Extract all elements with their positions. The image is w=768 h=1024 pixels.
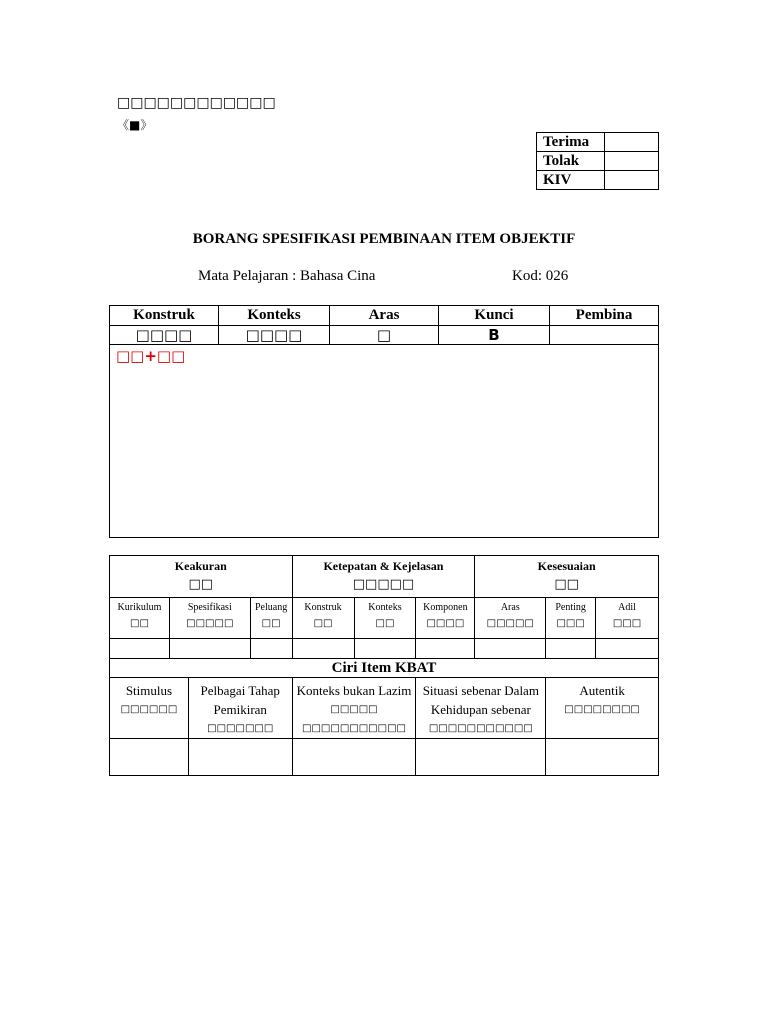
kbat-title-row xyxy=(110,659,659,678)
kbat-score-row xyxy=(110,739,659,776)
score-aras[interactable] xyxy=(475,639,546,659)
kbat-score-pelbagai-tahap[interactable] xyxy=(188,739,292,776)
kbat-autentik-cn: □□□□□□□□ xyxy=(564,704,640,715)
score-adil[interactable] xyxy=(596,639,659,659)
status-checkbox-tolak[interactable] xyxy=(605,152,659,171)
criterion-peluang-label: Peluang xyxy=(255,602,288,613)
group-keakuran-label: Keakuran xyxy=(174,559,227,573)
eval-group-row xyxy=(110,556,659,598)
item-value-row xyxy=(110,326,659,345)
document-header: □□□□□□□□□□□□ xyxy=(117,95,276,111)
header-konstruk: Konstruk xyxy=(110,306,219,326)
eval-criteria-row xyxy=(110,598,659,639)
kbat-konteks-bukan-lazim-cn-1: □□□□□ xyxy=(330,704,378,715)
eval-score-row xyxy=(110,639,659,659)
item-content-row xyxy=(110,345,659,538)
score-kurikulum[interactable] xyxy=(110,639,170,659)
criterion-adil-cn: □□□ xyxy=(612,618,642,629)
score-komponen[interactable] xyxy=(416,639,475,659)
evaluation-table xyxy=(109,555,659,776)
criterion-adil xyxy=(596,598,659,639)
subject-code: Kod: 026 xyxy=(512,268,569,284)
kbat-situasi-sebenar-label: Situasi sebenar Dalam Kehidupan sebenar xyxy=(422,683,539,717)
criterion-konteks-cn: □□ xyxy=(375,618,395,629)
status-row-terima xyxy=(537,133,659,152)
form-title: BORANG SPESIFIKASI PEMBINAAN ITEM OBJEKTIF xyxy=(192,231,576,247)
criterion-komponen xyxy=(416,598,475,639)
criterion-konstruk-label: Konstruk xyxy=(304,602,342,613)
group-ketepatan-label: Ketepatan & Kejelasan xyxy=(323,559,444,573)
status-label-terima: Terima xyxy=(537,133,605,152)
criterion-konstruk xyxy=(292,598,354,639)
kbat-header-row xyxy=(110,678,659,739)
kbat-autentik xyxy=(546,678,659,739)
criterion-konteks-label: Konteks xyxy=(368,602,402,613)
group-keakuran xyxy=(110,556,293,598)
criterion-penting-cn: □□□ xyxy=(556,618,585,629)
header-kunci: Kunci xyxy=(439,306,550,326)
header-pembina: Pembina xyxy=(550,306,659,326)
criterion-komponen-label: Komponen xyxy=(423,602,468,613)
criterion-adil-label: Adil xyxy=(618,602,636,613)
status-label-kiv: KIV xyxy=(537,171,605,190)
kbat-score-situasi-sebenar[interactable] xyxy=(416,739,546,776)
kbat-stimulus-cn: □□□□□□ xyxy=(120,704,178,715)
value-kunci[interactable]: B xyxy=(439,326,550,345)
kbat-konteks-bukan-lazim xyxy=(292,678,416,739)
header-konteks: Konteks xyxy=(219,306,330,326)
status-checkbox-kiv[interactable] xyxy=(605,171,659,190)
criterion-peluang-cn: □□ xyxy=(261,618,281,629)
group-kesesuaian-cn: □□ xyxy=(554,577,579,592)
kbat-konteks-bukan-lazim-label: Konteks bukan Lazim xyxy=(296,683,412,698)
value-konstruk[interactable]: □□□□ xyxy=(110,326,219,345)
criterion-spesifikasi xyxy=(169,598,250,639)
kbat-score-konteks-bukan-lazim[interactable] xyxy=(292,739,416,776)
group-ketepatan xyxy=(292,556,475,598)
criterion-aras-label: Aras xyxy=(500,602,520,613)
kbat-score-stimulus[interactable] xyxy=(110,739,189,776)
score-spesifikasi[interactable] xyxy=(169,639,250,659)
value-konteks[interactable]: □□□□ xyxy=(219,326,330,345)
value-pembina[interactable] xyxy=(550,326,659,345)
criterion-penting-label: Penting xyxy=(555,602,586,613)
status-checkbox-terima[interactable] xyxy=(605,133,659,152)
item-content-area[interactable] xyxy=(110,345,659,538)
group-ketepatan-cn: □□□□□ xyxy=(352,577,415,592)
kbat-situasi-sebenar xyxy=(416,678,546,739)
score-konstruk[interactable] xyxy=(292,639,354,659)
group-kesesuaian xyxy=(475,556,659,598)
criterion-spesifikasi-label: Spesifikasi xyxy=(187,602,232,613)
criterion-aras xyxy=(475,598,546,639)
item-header-row xyxy=(110,306,659,326)
kbat-autentik-label: Autentik xyxy=(579,683,625,698)
value-aras[interactable]: □ xyxy=(330,326,439,345)
criterion-kurikulum-cn: □□ xyxy=(130,618,149,629)
group-keakuran-cn: □□ xyxy=(188,577,214,592)
header-aras: Aras xyxy=(330,306,439,326)
criterion-kurikulum xyxy=(110,598,170,639)
criterion-komponen-cn: □□□□ xyxy=(426,618,465,629)
kbat-pelbagai-tahap-cn: □□□□□□□ xyxy=(207,723,274,734)
criterion-konteks xyxy=(354,598,416,639)
kbat-stimulus-label: Stimulus xyxy=(125,683,173,698)
kbat-stimulus xyxy=(110,678,189,739)
score-konteks[interactable] xyxy=(354,639,416,659)
criterion-peluang xyxy=(250,598,292,639)
status-row-tolak xyxy=(537,152,659,171)
score-peluang[interactable] xyxy=(250,639,292,659)
subject-label: Mata Pelajaran : Bahasa Cina xyxy=(198,268,376,284)
status-label-tolak: Tolak xyxy=(537,152,605,171)
item-spec-table xyxy=(109,305,659,538)
criterion-aras-cn: □□□□□ xyxy=(486,618,534,629)
criterion-penting xyxy=(546,598,596,639)
kbat-title: Ciri Item KBAT xyxy=(110,659,659,678)
document-subheader: 《■》 xyxy=(117,118,153,132)
status-row-kiv xyxy=(537,171,659,190)
review-status-box xyxy=(536,132,659,190)
item-content-text: □□+□□ xyxy=(116,347,186,365)
kbat-pelbagai-tahap-label: Pelbagai Tahap Pemikiran xyxy=(200,683,280,717)
kbat-pelbagai-tahap xyxy=(188,678,292,739)
kbat-situasi-sebenar-cn: □□□□□□□□□□□ xyxy=(428,723,533,734)
score-penting[interactable] xyxy=(546,639,596,659)
kbat-score-autentik[interactable] xyxy=(546,739,659,776)
criterion-spesifikasi-cn: □□□□□ xyxy=(186,618,234,629)
criterion-kurikulum-label: Kurikulum xyxy=(117,602,162,613)
group-kesesuaian-label: Kesesuaian xyxy=(537,559,596,573)
kbat-konteks-bukan-lazim-cn-2: □□□□□□□□□□□ xyxy=(302,723,406,734)
criterion-konstruk-cn: □□ xyxy=(313,618,333,629)
